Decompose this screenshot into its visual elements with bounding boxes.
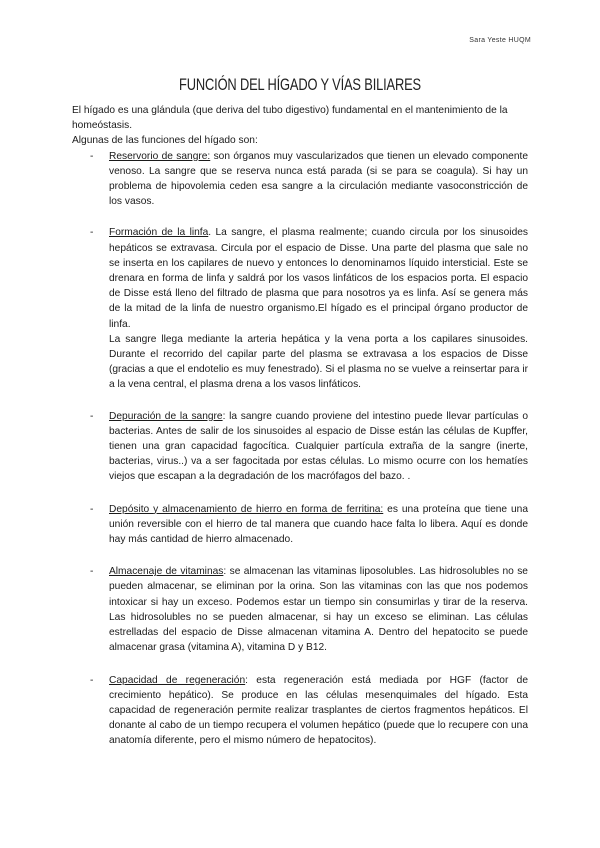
document-body <box>72 103 528 749</box>
term-reservorio: Reservorio de sangre: <box>109 150 211 162</box>
text-vitaminas: : se almacenan las vitaminas liposolubles. Las hidrosolubles no se pueden almacenar, se eliminan por la orina. Son las vitaminas con las que nos podemos intoxicar si hay un exceso. Podemos estar un tiempo sin consumirlas y tirar de la reserva. Las hidrosolubles no se pueden almacenar, si hay un exceso se eliminan. Las células estrelladas del espacio de Disse almacenan vitamina A. Dentro del hepatocito se puede almacenar grasa (vitamina A), vitamina D y B12. <box>109 566 528 654</box>
intro-text: El hígado es una glándula (que deriva del tubo digestivo) fundamental en el mantenimiento de la homeóstasis. <box>72 105 508 132</box>
functions-list <box>72 149 528 749</box>
text-reservorio: son órganos muy vascularizados que tienen un elevado componente venoso. La sangre que se reserva nunca está parada (si se para se coagula). Si hay un problema de hipovolemia ceden esa sangre a la circulación mediante vasoconstricción de los vasos. <box>109 150 528 208</box>
term-depuracion: Depuración de la sangre <box>109 410 223 422</box>
text-linfa: . La sangre, el plasma realmente; cuando circula por los sinusoides hepáticos se extravasa. Circula por el espacio de Disse. Una parte del plasma que sale no se inserta en los capilares de nuevo y entonces lo denominamos líquido intersticial. Este se drenara en forma de linfa y saldrá por los vasos linfáticos de los espacios porta. El espacio de Disse está lleno del filtrado de plasma que para nosotros ya es linfa. Así se genera más de la mitad de la linfa de nuestro organismo.El hígado es el principal órgano productor de linfa. <box>109 227 528 330</box>
term-hierro: Depósito y almacenamiento de hierro en forma de ferritina: <box>109 503 384 515</box>
list-item-depuracion <box>72 409 528 485</box>
list-item-vitaminas <box>72 564 528 655</box>
bullet-dash: - <box>90 566 94 578</box>
text-linfa-continued: La sangre llega mediante la arteria hepática y la vena porta a los capilares sinusoides. Durante el recorrido del capilar parte del plasma se extravasa a los espacios de Disse (gracias a que el endotelio es muy fenestrado). Si el plasma no se vuelve a reinsertar para ir a la vena central, el plasma drena a los vasos linfáticos. <box>109 333 528 391</box>
bullet-dash: - <box>90 410 94 422</box>
term-vitaminas: Almacenaje de vitaminas <box>109 566 224 578</box>
page-title: FUNCIÓN DEL HÍGADO Y VÍAS BILIARES <box>179 76 421 94</box>
author-header: Sara Yeste HUQM <box>469 37 531 44</box>
intro-lead-in: Algunas de las funciones del hígado son: <box>72 135 258 147</box>
bullet-dash: - <box>90 150 94 162</box>
list-item-linfa <box>72 225 528 392</box>
bullet-dash: - <box>90 227 94 239</box>
term-linfa: Formación de la linfa <box>109 227 209 239</box>
list-item-hierro <box>72 502 528 548</box>
text-depuracion: : la sangre cuando proviene del intestino puede llevar partículas o bacterias. Antes de salir de los sinusoides al espacio de Disse están las células de Kupffer, tienen una gran capacidad fagocítica. Cualquier partícula extraña de la sangre (inerte, bacterias, virus..) va a ser fagocitada por estas células. Lo mismo ocurre con los hematíes viejos que escapan a la degradación de los macrófagos del bazo. . <box>109 410 528 483</box>
bullet-dash: - <box>90 503 94 515</box>
text-hierro: es una proteína que tiene una unión reversible con el hierro de tal manera que cuando hace falta lo libera. Aquí es donde hay más cantidad de hierro almacenado. <box>109 503 528 546</box>
list-item-reservorio <box>72 149 528 210</box>
list-item-regeneracion <box>72 673 528 749</box>
bullet-dash: - <box>90 674 94 686</box>
text-regeneracion: : esta regeneración está mediada por HGF (factor de crecimiento hepático). Se produce en las células mesenquimales del hígado. Esta capacidad de regeneración permite realizar trasplantes de ciertos fragmentos hepáticos. El donante al cabo de un tiempo recupera el volumen hepático (puede que lo recupere con una anatomía diferente, pero el mismo número de hepatocitos). <box>109 674 529 747</box>
intro-paragraph <box>72 103 528 149</box>
term-regeneracion: Capacidad de regeneración <box>109 674 246 686</box>
